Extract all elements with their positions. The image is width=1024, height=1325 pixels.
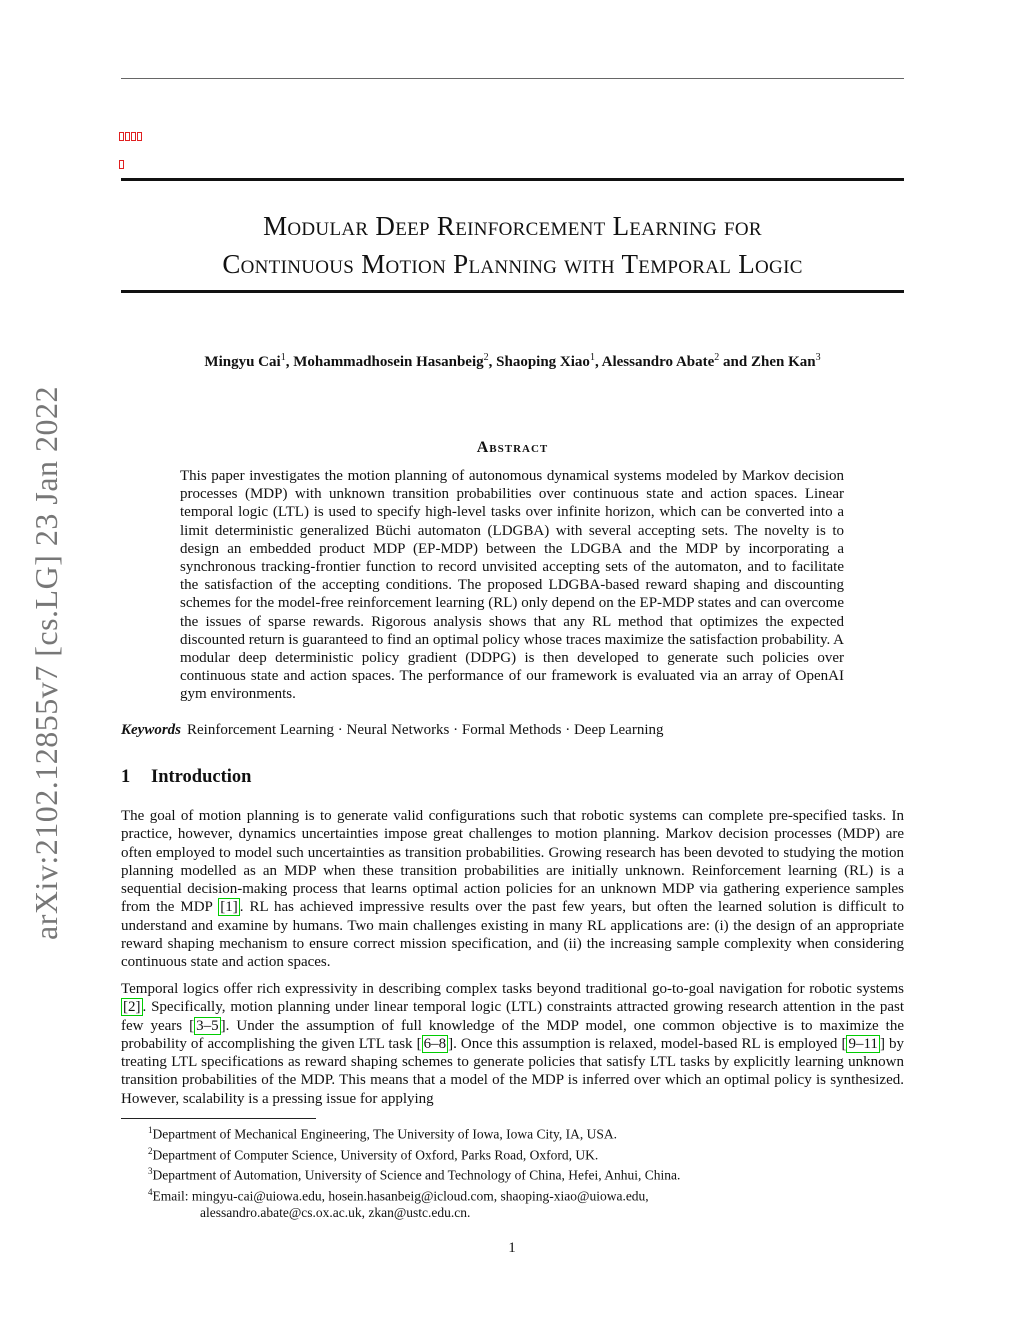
author-list (121, 352, 904, 371)
footnote-mark: 1 (148, 1125, 153, 1135)
title-line-2: Continuous Motion Planning with Temporal Logic (222, 249, 803, 279)
keywords (121, 722, 664, 739)
marker-glyph (119, 156, 125, 174)
top-rule (121, 78, 904, 79)
keywords-text: Reinforcement Learning · Neural Networks · Formal Methods · Deep Learning (187, 722, 664, 738)
footnote-mark: 2 (148, 1145, 153, 1156)
text-run: . RL has achieved impressive results over the past few years, but often the learned solution is difficult to understand and examine by humans. Two main challenges existing in many RL applications are: (i) the design of an appropriate reward shaping mechanism to ensure correct mission specification, and (ii) the increasing sample complexity when considering continuous state and action spaces. (121, 899, 904, 971)
arxiv-identifier: arXiv:2102.12855v7 [cs.LG] 23 Jan 2022 (28, 385, 64, 940)
affiliation-mark: 1 (589, 352, 595, 363)
author: Mohammadhosein Hasanbeig (293, 354, 484, 370)
footnote-continuation: alessandro.abate@cs.ox.ac.uk, zkan@ustc.edu.cn. (200, 1205, 471, 1220)
abstract-heading: Abstract (476, 439, 549, 456)
text-run: ]. Under the assumption of full knowledge of the MDP model, one common objective is to maximize the probability of accomplishing the given LTL task [ (121, 1017, 904, 1052)
author-separator: , (488, 354, 497, 370)
footnote-rule (121, 1118, 316, 1119)
affiliation-mark: 3 (815, 352, 821, 363)
intro-paragraph-2 (121, 980, 904, 1108)
title-rule-bottom (121, 290, 904, 293)
text-run: ] by treating LTL specifications as reward shaping schemes to generate policies that satisfy LTL tasks by explicitly learning unknown transition probabilities of the MDP. This means that a model of the MDP is inferred over which an optimal policy is synthesized. However, scalability is a pressing issue for applying (121, 1035, 904, 1107)
citation-link[interactable]: 9–11 (848, 1035, 878, 1052)
section-title: Introduction (151, 767, 252, 787)
author: Mingyu Cai (204, 354, 281, 370)
paper-title (121, 207, 904, 283)
section-number: 1 (121, 767, 131, 787)
text-run: Temporal logics offer rich expressivity in describing complex tasks beyond traditional go-to-goal navigation for robotic systems (121, 981, 904, 997)
affiliation-mark: 2 (483, 352, 489, 363)
text-run: ]. Once this assumption is relaxed, model-based RL is employed [ (448, 1035, 847, 1052)
footnote (148, 1122, 680, 1143)
author: Shaoping Xiao (496, 354, 590, 370)
author-separator: , (285, 354, 294, 370)
marker-glyphs (119, 128, 143, 146)
affiliation-mark: 1 (280, 352, 286, 363)
intro-paragraph-1 (121, 807, 904, 972)
title-line-1: Modular Deep Reinforcement Learning for (263, 211, 762, 241)
citation-link[interactable]: 3–5 (196, 1017, 219, 1034)
footnote-text: Department of Computer Science, University of Oxford, Parks Road, Oxford, UK. (152, 1147, 599, 1162)
citation-link[interactable]: 6–8 (423, 1035, 447, 1052)
author-separator: and (719, 354, 751, 370)
footnote (148, 1184, 680, 1205)
section-heading (121, 767, 251, 788)
text-run: . Specifically, motion planning under linear temporal logic (LTL) constraints attracted growing research attention in the past few years [ (121, 999, 904, 1034)
author: Zhen Kan (750, 354, 816, 370)
citation-link[interactable]: [2] (123, 999, 141, 1016)
page-number: 1 (508, 1240, 516, 1256)
citation-link[interactable]: [1] (220, 899, 238, 916)
footnote-mark: 3 (148, 1166, 153, 1176)
keywords-label: Keywords (121, 722, 181, 738)
footnote-text: Email: mingyu-cai@uiowa.edu, hosein.hasanbeig@icloud.com, shaoping-xiao@uiowa.edu, (152, 1188, 649, 1203)
title-rule-top (121, 178, 904, 181)
abstract-text: This paper investigates the motion planning of autonomous dynamical systems modeled by Markov decision processes (MDP) with unknown transition probabilities over continuous state and action spaces. Linear temporal logic (LTL) is used to specify high-level tasks over infinite horizon, which can be converted into a limit deterministic generalized Büchi automaton (LDGBA) with several accepting sets. The novelty is to design an embedded product MDP (EP-MDP) between the LDGBA and the MDP by incorporating a synchronous tracking-frontier function to record unvisited accepting sets of the automaton, and to facilitate the satisfaction of the accepting conditions. The proposed LDGBA-based reward shaping and discounting schemes for the model-free reinforcement learning (RL) only depend on the EP-MDP states and can overcome the issues of sparse rewards. Rigorous analysis shows that any RL method that optimizes the expected discounted return is guaranteed to find an optimal policy whose traces maximize the satisfaction probability. A modular deep deterministic policy gradient (DDPG) is then developed to generate such policies over continuous state and action spaces. The performance of our framework is evaluated via an array of OpenAI gym environments. (180, 468, 844, 703)
footnotes (148, 1122, 680, 1221)
footnote-mark: 4 (148, 1186, 153, 1197)
footnote-text: Department of Mechanical Engineering, The University of Iowa, Iowa City, IA, USA. (152, 1126, 617, 1142)
footnote (148, 1163, 680, 1184)
footnote (148, 1143, 680, 1164)
author-separator: , (594, 354, 602, 370)
footnote-text: Department of Automation, University of Science and Technology of China, Hefei, Anhui, China. (152, 1167, 681, 1183)
affiliation-mark: 2 (714, 352, 720, 363)
author: Alessandro Abate (601, 354, 715, 370)
text-run: The goal of motion planning is to generate valid configurations such that robotic systems can complete pre-specified tasks. In practice, however, dynamics uncertainties impose great challenges to motion planning. Markov decision processes (MDP) are often employed to model such uncertainties as transition probabilities. Growing research has been devoted to studying the motion planning modelled as an MDP when these transition probabilities are initially unknown. Reinforcement learning (RL) is a sequential decision-making process that learns optimal action policies for an unknown MDP via gathering experience samples from the MDP (121, 808, 904, 916)
